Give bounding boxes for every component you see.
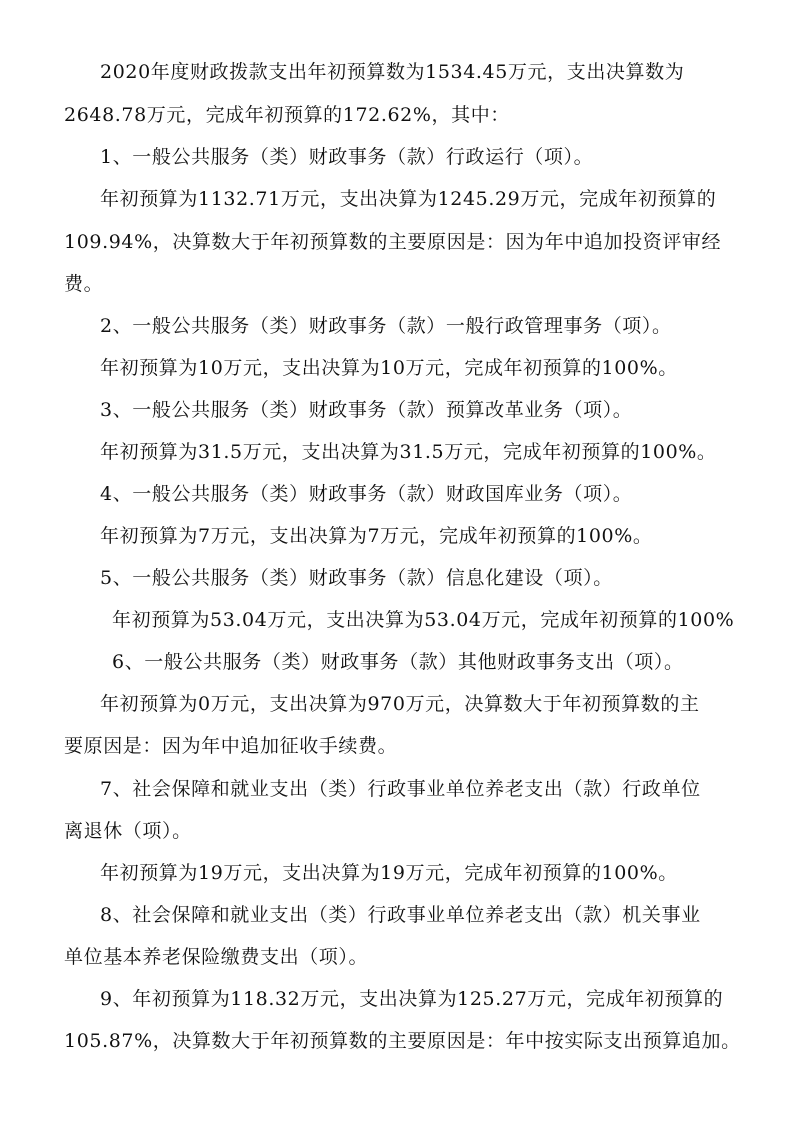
item-heading: 1、一般公共服务（类）财政事务（款）行政运行（项）。 [100, 146, 594, 168]
text-line: 年初预算为7万元，支出决算为7万元，完成年初预算的100%。 [100, 525, 653, 547]
item-heading: 7、社会保障和就业支出（类）行政事业单位养老支出（款）行政单位 [100, 778, 701, 800]
item-heading: 单位基本养老保险缴费支出（项）。 [64, 946, 369, 968]
text-line: 9、年初预算为118.32万元，支出决算为125.27万元，完成年初预算的 [100, 988, 724, 1010]
text-line: 2648.78万元，完成年初预算的172.62%，其中： [64, 104, 510, 126]
text-line: 年初预算为1132.71万元，支出决算为1245.29万元，完成年初预算的 [100, 188, 717, 210]
text-line: 2020年度财政拨款支出年初预算数为1534.45万元，支出决算数为 [100, 61, 685, 83]
text-line: 要原因是：因为年中追加征收手续费。 [64, 735, 398, 757]
item-heading: 6、一般公共服务（类）财政事务（款）其他财政事务支出（项）。 [112, 651, 684, 673]
item-heading: 5、一般公共服务（类）财政事务（款）信息化建设（项）。 [100, 567, 613, 589]
text-line: 年初预算为31.5万元，支出决算为31.5万元，完成年初预算的100%。 [100, 441, 717, 463]
text-line: 年初预算为19万元，支出决算为19万元，完成年初预算的100%。 [100, 862, 678, 884]
item-heading: 2、一般公共服务（类）财政事务（款）一般行政管理事务（项）。 [100, 315, 672, 337]
item-heading: 4、一般公共服务（类）财政事务（款）财政国库业务（项）。 [100, 483, 633, 505]
item-heading: 8、社会保障和就业支出（类）行政事业单位养老支出（款）机关事业 [100, 904, 701, 926]
text-line: 105.87%，决算数大于年初预算数的主要原因是：年中按实际支出预算追加。 [64, 1030, 741, 1052]
text-line: 年初预算为53.04万元，支出决算为53.04万元，完成年初预算的100% [112, 609, 735, 631]
text-line: 年初预算为0万元，支出决算为970万元，决算数大于年初预算数的主 [100, 693, 700, 715]
text-line: 年初预算为10万元，支出决算为10万元，完成年初预算的100%。 [100, 357, 678, 379]
item-heading: 3、一般公共服务（类）财政事务（款）预算改革业务（项）。 [100, 399, 633, 421]
item-heading: 离退休（项）。 [64, 820, 192, 842]
text-line: 109.94%，决算数大于年初预算数的主要原因是：因为年中追加投资评审经 [64, 231, 722, 253]
text-line: 费。 [64, 273, 104, 295]
